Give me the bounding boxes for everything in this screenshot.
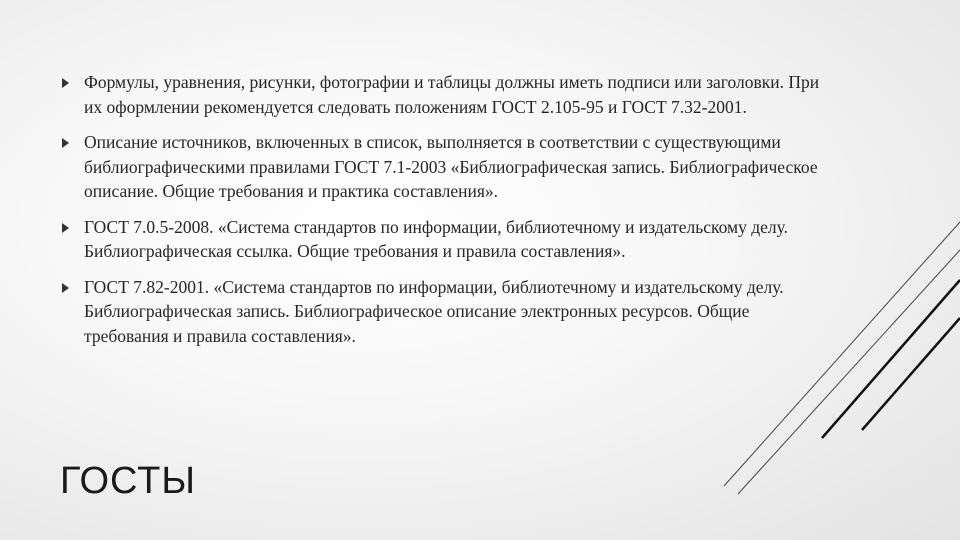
- bullet-item: [62, 215, 822, 264]
- triangle-bullet-icon: [62, 78, 69, 88]
- bullet-item: [62, 70, 822, 119]
- triangle-bullet-icon: [62, 223, 69, 233]
- bullet-text: ГОСТ 7.0.5-2008. «Система стандартов по информации, библиотечному и издательскому делу. Библиографическая ссылка. Общие требования и правила составления».: [84, 216, 788, 261]
- thick-line-upper: [822, 280, 960, 438]
- bullet-item: [62, 275, 822, 349]
- bullet-list: [62, 70, 822, 359]
- bullet-text: Формулы, уравнения, рисунки, фотографии и таблицы должны иметь подписи или заголовки. При их оформлении рекомендуется следовать положениям ГОСТ 2.105-95 и ГОСТ 7.32-2001.: [84, 72, 820, 117]
- slide-title: ГОСТЫ: [60, 460, 197, 502]
- bullet-item: [62, 130, 822, 204]
- triangle-bullet-icon: [62, 283, 69, 293]
- bullet-text: ГОСТ 7.82-2001. «Система стандартов по информации, библиотечному и издательскому делу. Библиографическая запись. Библиографическое описание электронных ресурсов. Общие требования и правила составления».: [84, 276, 784, 346]
- bullet-text: Описание источников, включенных в список, выполняется в соответствии с существующими библиографическими правилами ГОСТ 7.1-2003 «Библиографическая запись. Библиографическое описание. Общие требования и практика составления».: [84, 132, 818, 201]
- triangle-bullet-icon: [62, 138, 69, 148]
